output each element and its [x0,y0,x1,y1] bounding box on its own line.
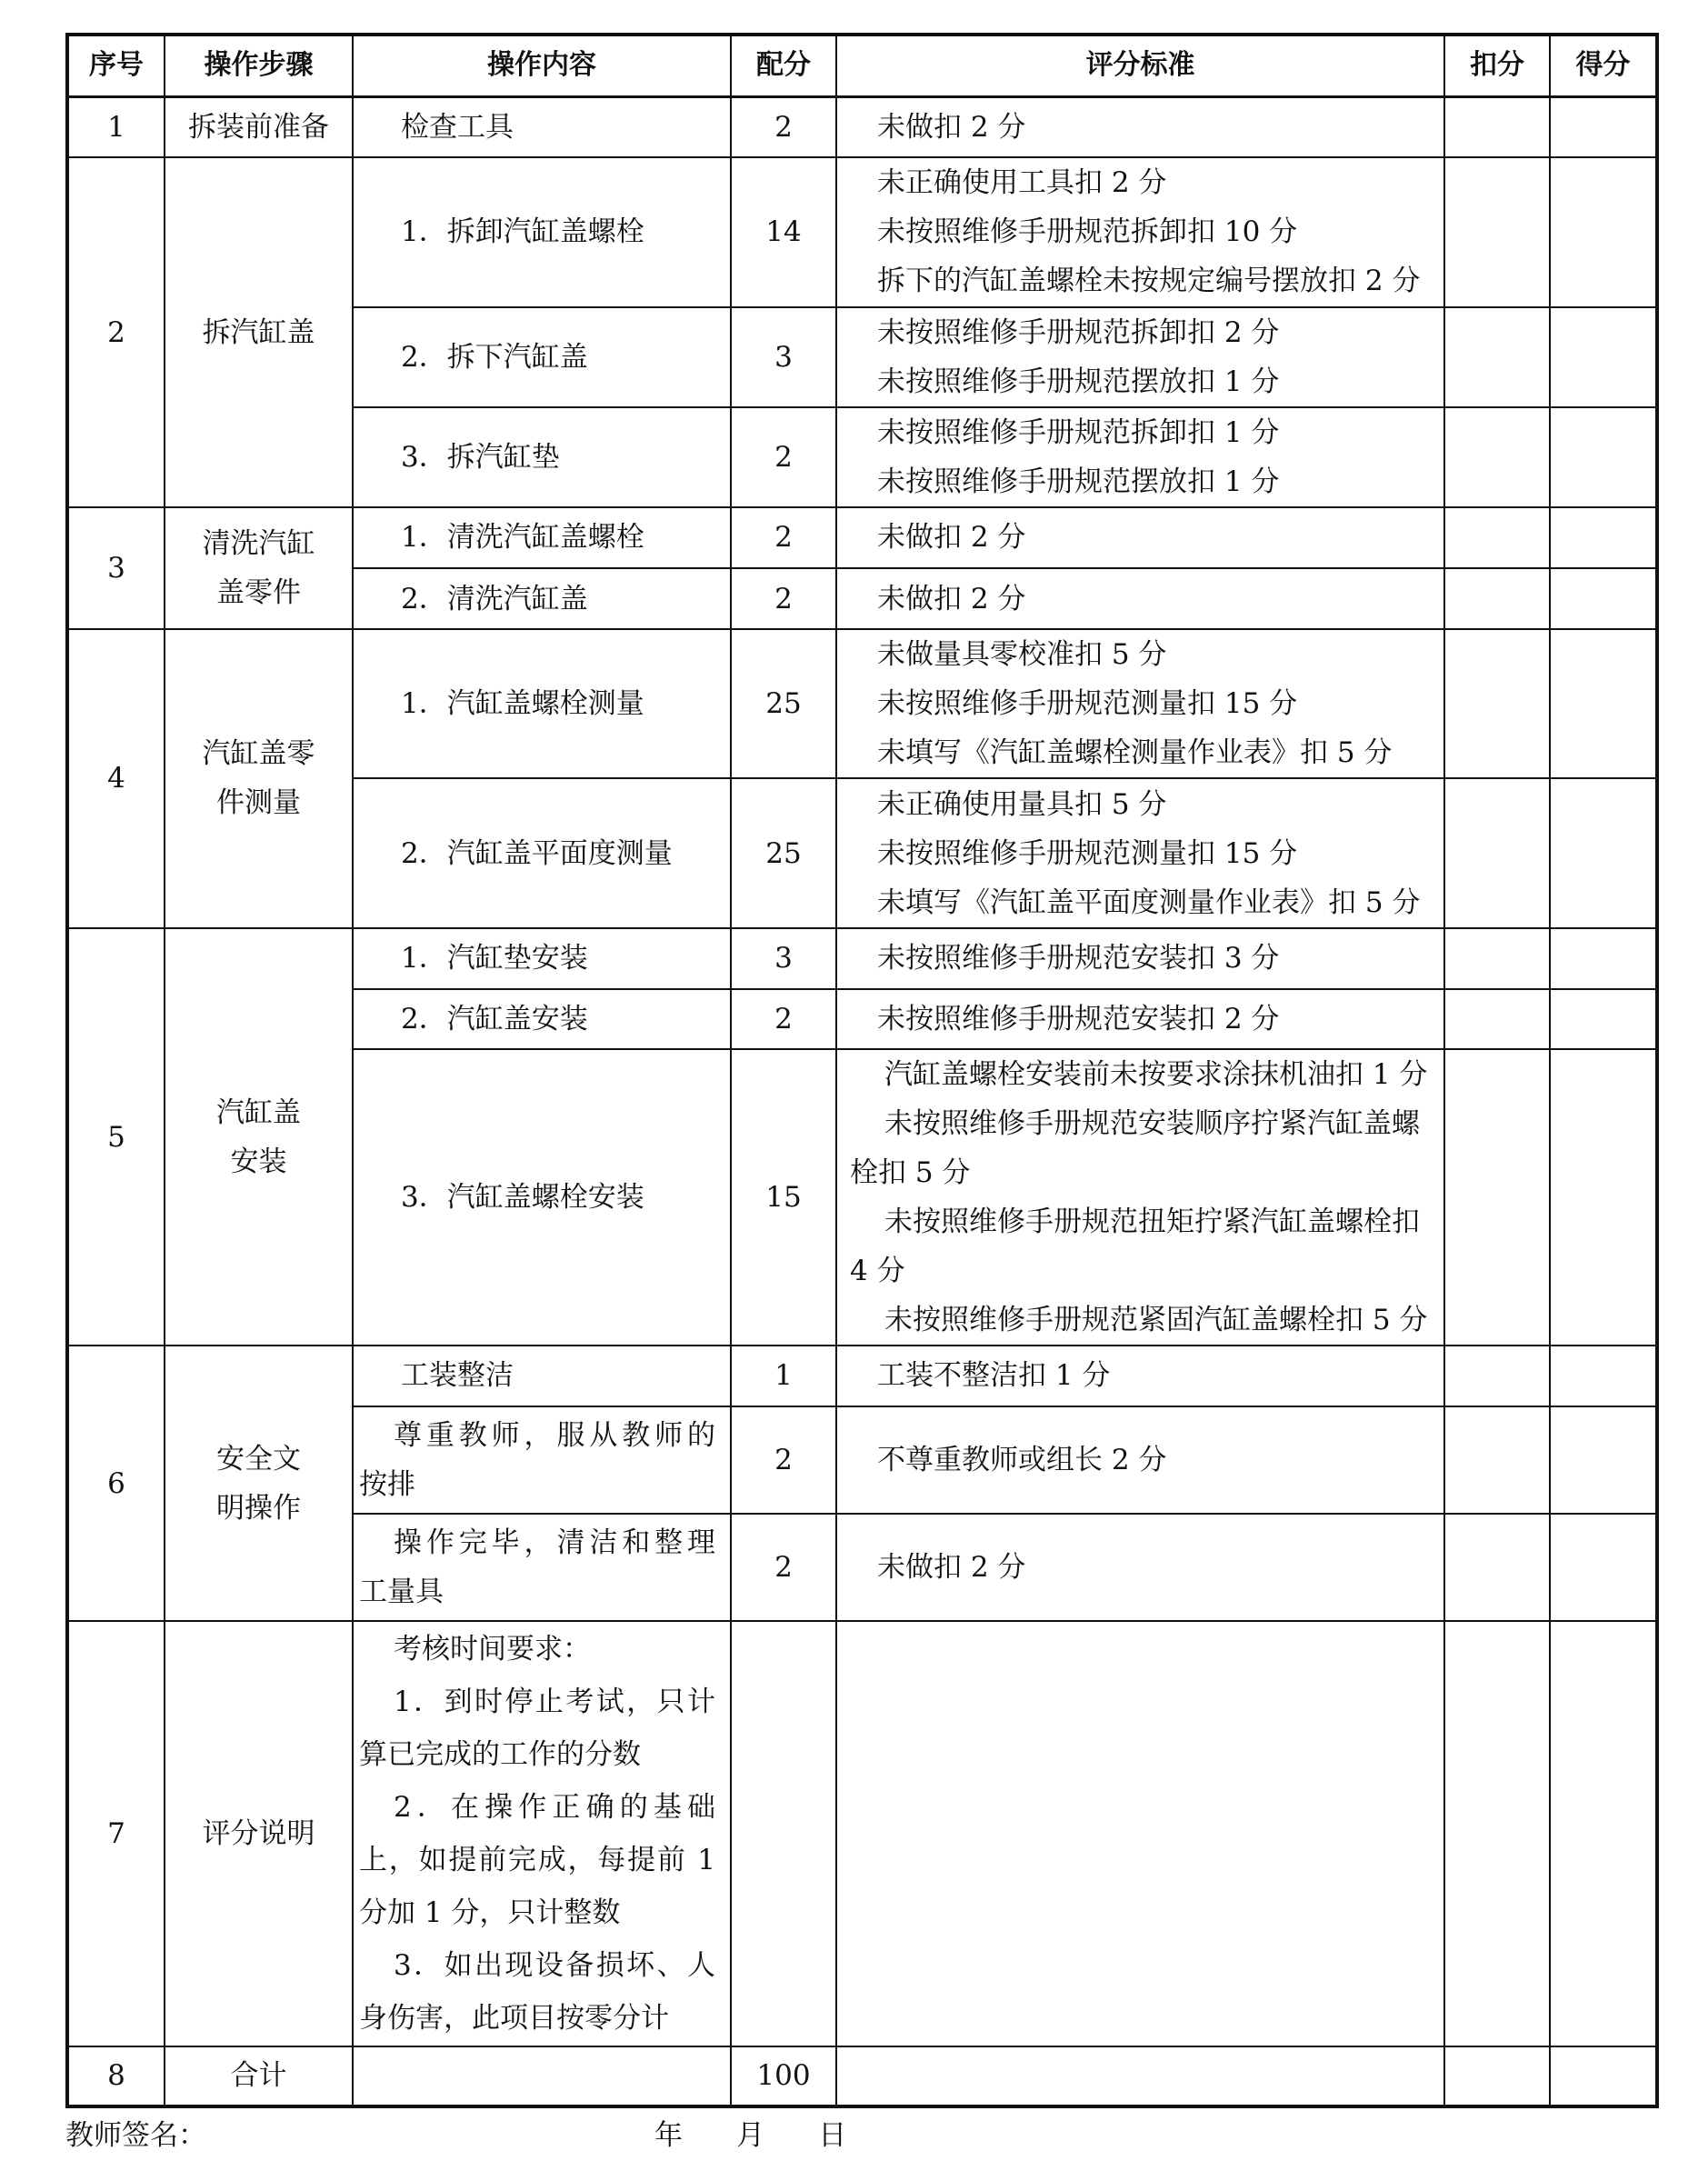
score-cell[interactable] [1550,96,1657,157]
row-no: 6 [67,1346,165,1621]
header-deduct: 扣分 [1444,35,1550,96]
header-no: 序号 [67,35,165,96]
deduct-cell[interactable] [1444,1621,1550,2046]
criteria-line: 未填写《汽缸盖螺栓测量作业表》扣 5 分 [877,736,1393,770]
criteria-cell [836,568,1444,629]
content-cell: 2．汽缸盖平面度测量 [353,778,731,927]
points-cell: 25 [731,629,836,778]
step-cell: 合计 [165,2046,353,2106]
points-cell: 1 [731,1346,836,1406]
deduct-cell[interactable] [1444,507,1550,568]
step-line: 安全文 [216,1442,301,1476]
criteria-line: 未按照维修手册规范安装扣 2 分 [877,1002,1280,1035]
criteria-line: 未按照维修手册规范拆卸扣 10 分 [877,215,1298,249]
row-no: 5 [67,928,165,1346]
row-no: 8 [67,2046,165,2106]
row-no: 1 [67,96,165,157]
scoring-table [65,33,1659,2108]
row-no: 3 [67,507,165,629]
content-cell: 1．汽缸盖螺栓测量 [353,629,731,778]
step-cell [165,1346,353,1621]
row-no: 4 [67,629,165,928]
date-fields [654,2114,846,2157]
criteria-line: 未按照维修手册规范扭矩拧紧汽缸盖螺栓扣 [884,1206,1420,1239]
scoring-sheet [65,33,1655,2108]
score-cell[interactable] [1550,307,1657,407]
criteria-line: 未按照维修手册规范拆卸扣 2 分 [877,315,1280,349]
content-cell: 2．拆下汽缸盖 [353,307,731,407]
step-cell [165,507,353,629]
criteria-line: 未按照维修手册规范安装顺序拧紧汽缸盖螺 [884,1107,1420,1141]
content-cell: 1．汽缸垫安装 [353,928,731,989]
content-cell [353,1406,731,1514]
points-cell [731,1621,836,2046]
step-line: 清洗汽缸 [202,526,315,560]
content-line: 分加 1 分，只计整数 [359,1896,621,1929]
criteria-line: 未做扣 2 分 [877,110,1026,144]
points-cell: 3 [731,928,836,989]
score-cell[interactable] [1550,928,1657,989]
points-cell: 2 [731,407,836,507]
step-cell [165,928,353,1346]
content-line: 1．到时停止考试，只计 [394,1685,715,1718]
criteria-line-wrap: 栓扣 5 分 [850,1156,971,1190]
deduct-cell[interactable] [1444,1346,1550,1406]
score-cell[interactable] [1550,2046,1657,2106]
content-cell: 3．拆汽缸垫 [353,407,731,507]
points-cell: 2 [731,568,836,629]
criteria-line: 未按照维修手册规范摆放扣 1 分 [877,465,1280,498]
points-cell: 2 [731,1514,836,1621]
content-line: 操作完毕，清洁和整理 [394,1526,715,1559]
row-no: 2 [67,157,165,507]
score-cell[interactable] [1550,778,1657,927]
criteria-cell [836,1406,1444,1514]
content-cell: 2．汽缸盖安装 [353,989,731,1049]
criteria-cell [836,96,1444,157]
points-cell: 2 [731,96,836,157]
content-cell [353,1621,731,2046]
criteria-line: 未正确使用工具扣 2 分 [877,166,1167,200]
criteria-cell [836,778,1444,927]
content-cell: 检查工具 [353,96,731,157]
row-no: 7 [67,1621,165,2046]
step-line: 件测量 [216,786,301,820]
content-line: 工量具 [359,1575,444,1608]
deduct-cell[interactable] [1444,928,1550,989]
deduct-cell[interactable] [1444,1514,1550,1621]
deduct-cell[interactable] [1444,568,1550,629]
score-cell[interactable] [1550,1049,1657,1346]
criteria-line-wrap: 4 分 [850,1255,905,1288]
points-cell: 2 [731,1406,836,1514]
content-line: 上，如提前完成，每提前 1 [359,1843,715,1876]
table-row [67,1621,1657,2046]
score-cell[interactable] [1550,1514,1657,1621]
content-cell: 1．清洗汽缸盖螺栓 [353,507,731,568]
score-cell[interactable] [1550,629,1657,778]
criteria-cell [836,157,1444,306]
step-line: 安装 [230,1145,287,1178]
criteria-cell [836,989,1444,1049]
content-cell: 2．清洗汽缸盖 [353,568,731,629]
points-cell: 25 [731,778,836,927]
score-cell[interactable] [1550,157,1657,306]
criteria-line: 不尊重教师或组长 2 分 [877,1443,1167,1476]
score-cell[interactable] [1550,568,1657,629]
criteria-line: 未按照维修手册规范安装扣 3 分 [877,942,1280,975]
criteria-line: 未按照维修手册规范摆放扣 1 分 [877,365,1280,398]
score-cell[interactable] [1550,989,1657,1049]
criteria-cell [836,2046,1444,2106]
criteria-line: 工装不整洁扣 1 分 [877,1359,1111,1393]
criteria-line: 未填写《汽缸盖平面度测量作业表》扣 5 分 [877,885,1421,919]
criteria-line: 未做扣 2 分 [877,1550,1026,1584]
criteria-cell [836,507,1444,568]
table-row [67,157,1657,306]
header-step: 操作步骤 [165,35,353,96]
header-score: 得分 [1550,35,1657,96]
step-line: 汽缸盖零 [202,737,315,771]
criteria-cell [836,1049,1444,1346]
step-cell: 拆汽缸盖 [165,157,353,507]
table-row [67,928,1657,989]
step-line: 盖零件 [216,575,301,609]
score-cell[interactable] [1550,407,1657,507]
step-line: 汽缸盖 [216,1096,301,1129]
step-cell: 评分说明 [165,1621,353,2046]
deduct-cell[interactable] [1444,989,1550,1049]
content-cell [353,2046,731,2106]
content-line: 身伤害，此项目按零分计 [359,2001,669,2035]
criteria-line: 未正确使用量具扣 5 分 [877,787,1167,821]
content-cell [353,1514,731,1621]
step-line: 明操作 [216,1491,301,1525]
criteria-cell [836,928,1444,989]
header-points: 配分 [731,35,836,96]
deduct-cell[interactable] [1444,307,1550,407]
deduct-cell[interactable] [1444,96,1550,157]
table-row [67,507,1657,568]
points-cell: 2 [731,989,836,1049]
total-row [67,2046,1657,2106]
criteria-line: 拆下的汽缸盖螺栓未按规定编号摆放扣 2 分 [877,265,1421,298]
total-points-cell: 100 [731,2046,836,2106]
score-cell[interactable] [1550,507,1657,568]
criteria-line: 未按照维修手册规范测量扣 15 分 [877,836,1298,870]
score-cell[interactable] [1550,1406,1657,1514]
table-row [67,96,1657,157]
score-cell[interactable] [1550,1346,1657,1406]
content-line: 按排 [359,1467,415,1501]
day-label: 日 [818,2119,847,2152]
deduct-cell[interactable] [1444,778,1550,927]
table-row [67,629,1657,778]
points-cell: 3 [731,307,836,407]
score-cell[interactable] [1550,1621,1657,2046]
criteria-cell [836,307,1444,407]
content-line: 算已完成的工作的分数 [359,1737,641,1771]
content-cell: 3．汽缸盖螺栓安装 [353,1049,731,1346]
criteria-cell [836,1346,1444,1406]
points-cell: 15 [731,1049,836,1346]
criteria-cell [836,1621,1444,2046]
content-line: 尊重教师，服从教师的 [394,1418,715,1452]
deduct-cell[interactable] [1444,157,1550,306]
criteria-line: 未做量具零校准扣 5 分 [877,638,1167,672]
step-cell [165,629,353,928]
content-line: 2．在操作正确的基础 [394,1790,715,1824]
criteria-line: 未按照维修手册规范测量扣 15 分 [877,687,1298,721]
points-cell: 2 [731,507,836,568]
criteria-cell [836,629,1444,778]
criteria-line: 未做扣 2 分 [877,521,1026,555]
criteria-line: 未按照维修手册规范拆卸扣 1 分 [877,415,1280,449]
deduct-cell[interactable] [1444,1049,1550,1346]
deduct-cell[interactable] [1444,2046,1550,2106]
teacher-signature-label: 教师签名： [65,2119,206,2152]
criteria-line: 汽缸盖螺栓安装前未按要求涂抹机油扣 1 分 [884,1058,1428,1092]
signature-footer [65,2114,1655,2157]
deduct-cell[interactable] [1444,629,1550,778]
content-line: 3．如出现设备损坏、人 [394,1948,715,1982]
deduct-cell[interactable] [1444,1406,1550,1514]
points-cell: 14 [731,157,836,306]
table-row [67,1346,1657,1406]
content-cell: 1．拆卸汽缸盖螺栓 [353,157,731,306]
content-cell: 工装整洁 [353,1346,731,1406]
criteria-line: 未按照维修手册规范紧固汽缸盖螺栓扣 5 分 [884,1304,1428,1337]
deduct-cell[interactable] [1444,407,1550,507]
criteria-cell [836,407,1444,507]
criteria-line: 未做扣 2 分 [877,582,1026,615]
header-row [67,35,1657,96]
content-line: 考核时间要求： [394,1632,591,1666]
month-label: 月 [736,2119,765,2152]
year-label: 年 [654,2119,683,2152]
header-criteria: 评分标准 [836,35,1444,96]
criteria-cell [836,1514,1444,1621]
header-content: 操作内容 [353,35,731,96]
step-cell: 拆装前准备 [165,96,353,157]
